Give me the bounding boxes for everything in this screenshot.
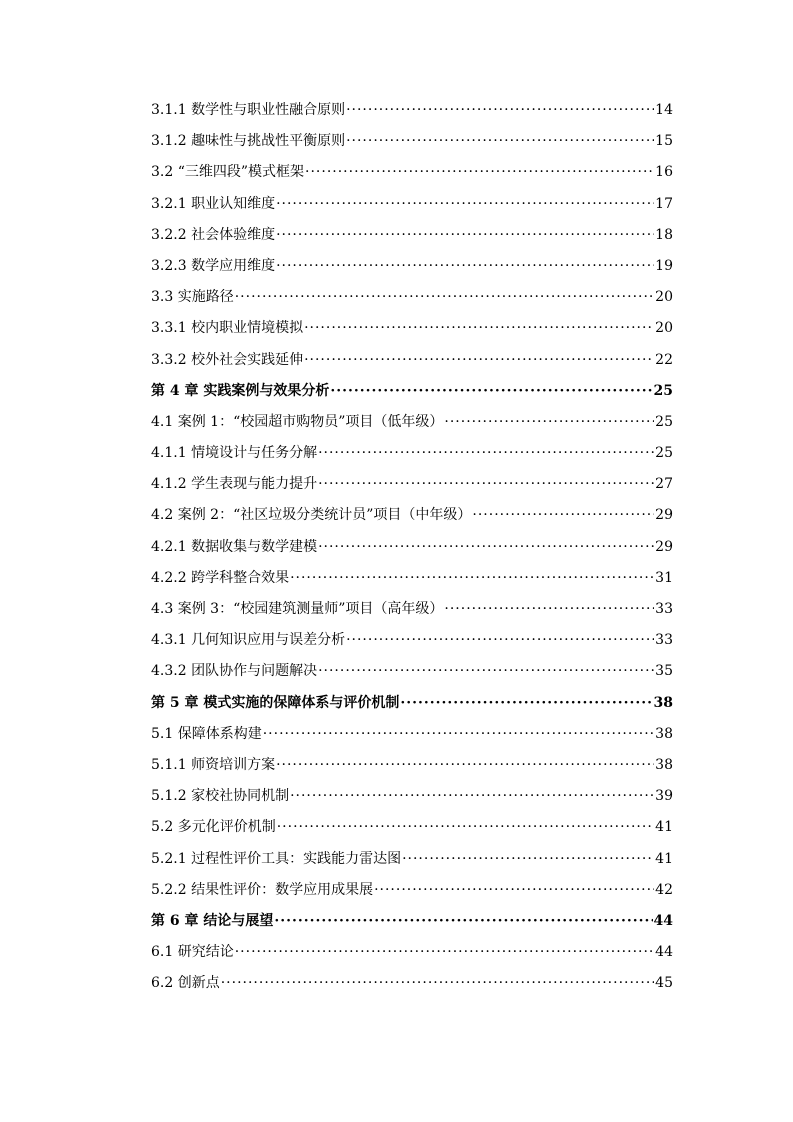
toc-entry[interactable] bbox=[151, 469, 673, 500]
toc-entry-title: 3.2.2 社会体验维度 bbox=[151, 226, 276, 243]
toc-entry-title: 5.1 保障体系构建 bbox=[151, 725, 262, 742]
toc-entry-page-number: 19 bbox=[655, 257, 673, 274]
toc-dot-leader bbox=[346, 126, 654, 157]
toc-dot-leader bbox=[330, 376, 652, 407]
toc-entry[interactable] bbox=[151, 126, 673, 157]
toc-dot-leader bbox=[235, 937, 654, 968]
toc-entry-page-number: 29 bbox=[655, 538, 673, 555]
toc-entry-page-number: 35 bbox=[655, 663, 673, 680]
toc-entry[interactable] bbox=[151, 189, 673, 220]
toc-entry[interactable] bbox=[151, 407, 673, 438]
toc-entry-page-number: 44 bbox=[655, 944, 673, 961]
toc-entry-page-number: 31 bbox=[655, 569, 673, 586]
toc-dot-leader bbox=[221, 968, 654, 999]
toc-entry-page-number: 16 bbox=[655, 164, 673, 181]
toc-entry-title: 3.3.1 校内职业情境模拟 bbox=[151, 320, 304, 337]
toc-dot-leader bbox=[444, 594, 654, 625]
toc-entry[interactable] bbox=[151, 438, 673, 469]
toc-entry-title: 5.2.2 结果性评价：数学应用成果展 bbox=[151, 881, 374, 898]
toc-entry-title: 4.2.2 跨学科整合效果 bbox=[151, 569, 290, 586]
toc-entry-title: 6.1 研究结论 bbox=[151, 944, 234, 961]
toc-entry-title: 5.1.2 家校社协同机制 bbox=[151, 788, 290, 805]
toc-dot-leader bbox=[346, 625, 654, 656]
toc-dot-leader bbox=[318, 469, 654, 500]
toc-dot-leader bbox=[276, 220, 654, 251]
toc-entry-page-number: 33 bbox=[655, 601, 673, 617]
toc-entry-page-number: 14 bbox=[655, 102, 673, 118]
toc-dot-leader bbox=[402, 844, 654, 875]
toc-chapter-entry[interactable] bbox=[151, 906, 673, 937]
toc-entry-title: 4.3.2 团队协作与问题解决 bbox=[151, 663, 318, 680]
toc-entry[interactable] bbox=[151, 500, 673, 531]
toc-entry[interactable] bbox=[151, 251, 673, 282]
toc-entry-title: 4.1 案例 1：“校园超市购物员”项目（低年级） bbox=[151, 413, 444, 430]
toc-entry-page-number: 38 bbox=[655, 756, 673, 773]
toc-entry[interactable] bbox=[151, 781, 673, 812]
toc-entry-title: 第 6 章 结论与展望 bbox=[151, 912, 274, 929]
toc-entry-title: 3.3.2 校外社会实践延伸 bbox=[151, 351, 304, 368]
toc-entry[interactable] bbox=[151, 313, 673, 344]
toc-entry-page-number: 15 bbox=[655, 133, 673, 150]
toc-chapter-entry[interactable] bbox=[151, 376, 673, 407]
toc-entry[interactable] bbox=[151, 157, 673, 188]
toc-entry-page-number: 33 bbox=[655, 632, 673, 649]
toc-entry[interactable] bbox=[151, 875, 673, 906]
toc-dot-leader bbox=[235, 282, 654, 313]
toc-entry[interactable] bbox=[151, 812, 673, 843]
table-of-contents bbox=[151, 95, 673, 999]
toc-entry-title: 3.2.3 数学应用维度 bbox=[151, 257, 276, 274]
toc-entry-page-number: 25 bbox=[653, 382, 673, 399]
toc-entry[interactable] bbox=[151, 656, 673, 687]
toc-dot-leader bbox=[472, 500, 654, 531]
toc-entry-title: 第 5 章 模式实施的保障体系与评价机制 bbox=[151, 694, 400, 711]
toc-entry[interactable] bbox=[151, 563, 673, 594]
toc-entry-title: 3.2 “三维四段”模式框架 bbox=[151, 164, 305, 181]
toc-entry-page-number: 20 bbox=[655, 320, 673, 337]
toc-entry-title: 5.2.1 过程性评价工具：实践能力雷达图 bbox=[151, 850, 402, 867]
toc-entry-title: 4.2.1 数据收集与数学建模 bbox=[151, 538, 318, 555]
toc-entry-page-number: 42 bbox=[655, 881, 673, 898]
toc-entry-title: 4.1.1 情境设计与任务分解 bbox=[151, 445, 318, 462]
toc-entry-page-number: 22 bbox=[655, 351, 673, 368]
toc-entry-title: 6.2 创新点 bbox=[151, 975, 220, 992]
toc-entry[interactable] bbox=[151, 95, 673, 126]
toc-dot-leader bbox=[346, 95, 654, 126]
toc-entry[interactable] bbox=[151, 594, 673, 625]
toc-entry-page-number: 41 bbox=[655, 819, 673, 836]
toc-dot-leader bbox=[274, 906, 652, 937]
toc-dot-leader bbox=[263, 719, 654, 750]
toc-dot-leader bbox=[276, 750, 654, 781]
toc-dot-leader bbox=[276, 189, 654, 220]
toc-entry-page-number: 17 bbox=[655, 195, 673, 212]
toc-entry[interactable] bbox=[151, 282, 673, 313]
toc-entry[interactable] bbox=[151, 937, 673, 968]
toc-entry[interactable] bbox=[151, 532, 673, 563]
toc-dot-leader bbox=[276, 251, 654, 282]
toc-entry[interactable] bbox=[151, 968, 673, 999]
toc-entry-title: 4.3 案例 3：“校园建筑测量师”项目（高年级） bbox=[151, 601, 444, 617]
toc-entry-title: 5.2 多元化评价机制 bbox=[151, 819, 276, 836]
toc-entry-page-number: 25 bbox=[655, 413, 673, 430]
toc-dot-leader bbox=[304, 345, 654, 376]
toc-entry-title: 3.1.2 趣味性与挑战性平衡原则 bbox=[151, 133, 346, 150]
toc-entry-title: 4.3.1 几何知识应用与误差分析 bbox=[151, 632, 346, 649]
toc-entry-page-number: 25 bbox=[655, 445, 673, 462]
toc-entry[interactable] bbox=[151, 345, 673, 376]
toc-dot-leader bbox=[444, 407, 654, 438]
toc-entry-title: 第 4 章 实践案例与效果分析 bbox=[151, 382, 330, 399]
toc-entry[interactable] bbox=[151, 220, 673, 251]
toc-entry-title: 5.1.1 师资培训方案 bbox=[151, 756, 276, 773]
toc-entry-page-number: 27 bbox=[655, 476, 673, 493]
toc-chapter-entry[interactable] bbox=[151, 688, 673, 719]
toc-entry-title: 3.1.1 数学性与职业性融合原则 bbox=[151, 102, 346, 118]
toc-entry[interactable] bbox=[151, 844, 673, 875]
toc-dot-leader bbox=[304, 313, 654, 344]
toc-dot-leader bbox=[318, 656, 654, 687]
toc-dot-leader bbox=[318, 532, 654, 563]
toc-entry[interactable] bbox=[151, 719, 673, 750]
toc-entry[interactable] bbox=[151, 750, 673, 781]
toc-dot-leader bbox=[400, 688, 652, 719]
toc-entry-page-number: 38 bbox=[653, 694, 673, 711]
toc-entry-title: 3.3 实施路径 bbox=[151, 289, 234, 306]
toc-dot-leader bbox=[374, 875, 654, 906]
toc-dot-leader bbox=[277, 812, 654, 843]
toc-entry-page-number: 20 bbox=[655, 289, 673, 306]
toc-entry[interactable] bbox=[151, 625, 673, 656]
toc-dot-leader bbox=[305, 157, 654, 188]
toc-entry-page-number: 45 bbox=[655, 975, 673, 992]
toc-entry-page-number: 29 bbox=[655, 507, 673, 524]
toc-dot-leader bbox=[290, 781, 654, 812]
toc-dot-leader bbox=[318, 438, 654, 469]
toc-entry-page-number: 18 bbox=[655, 226, 673, 243]
toc-entry-page-number: 41 bbox=[655, 850, 673, 867]
toc-entry-page-number: 39 bbox=[655, 788, 673, 805]
toc-entry-page-number: 44 bbox=[653, 912, 673, 929]
toc-entry-title: 4.2 案例 2：“社区垃圾分类统计员”项目（中年级） bbox=[151, 507, 472, 524]
toc-dot-leader bbox=[290, 563, 654, 594]
toc-entry-title: 4.1.2 学生表现与能力提升 bbox=[151, 476, 318, 493]
toc-entry-title: 3.2.1 职业认知维度 bbox=[151, 195, 276, 212]
toc-entry-page-number: 38 bbox=[655, 725, 673, 742]
